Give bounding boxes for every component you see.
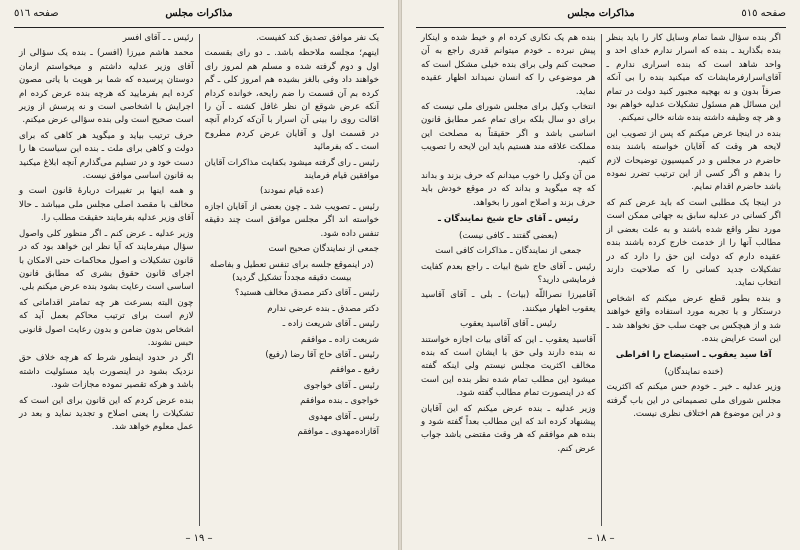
left-page-title: مذاکرات مجلس [165,8,233,19]
stage-note: (خنده نمایندگان) [664,366,724,377]
paragraph: خواجوی ـ بنده موافقم [300,396,379,407]
paragraph: محمد هاشم میرزا (افسر) ـ بنده یک سؤالی از آقای وزیر عدلیه داشتم و میخواستم ازمان دوستان پرسیده که شما بر هویت با یاتی مصون کرده ایم بفرمایید که هرچه بنده عرض کرده ام اجرایش با اشخاصی است و نه پرسش از وزیر است صحیح است ولی بنده سؤالی عرض میکنم. [19,48,194,126]
right-header-rule [416,27,786,28]
speaker-heading: رئیس ـ آقای حاج شیخ نمایندگان ـ [437,214,579,225]
paragraph: و بنده بطور قطع عرض میکنم که اشخاص درستکار و با تجربه مورد استفاده واقع خواهند شد و از هیچکس بی جهت سلب حق نخواهد شد ـ این است عرایض بنده. [606,293,781,344]
stage-note: (در اینموقع جلسه برای تنفس تعطیل و بفاصله بیست دقیقه مجدداً تشکیل گردید) [209,259,374,283]
paragraph: شریعت زاده ـ موافقم [300,334,379,345]
paragraph: رئیس ـ آقای حاج شیخ ابیات ـ راجع بعدم کفایت فرمایشی دارید؟ [421,261,596,285]
right-page-number: صفحه ٥١٥ [741,8,786,19]
paragraph: جمعی از نمایندگان صحیح است [268,244,379,255]
paragraph: انتخاب وکیل برای مجلس شورای ملی نیست که برای دو سال بلکه برای تمام عمر مطابق قانون اساسی باشد و اگر حقیقتاً به مصلحت این مملکت علاقه مند هستیم باید این لایحه را تصویب کنیم. [421,102,596,166]
paragraph: رئیس ـ آقای حاج آقا رضا (رفیع) [265,349,379,360]
speaker-heading: رئیس ـ آقای آقاسید یعقوب [460,319,557,330]
right-page-columns [416,32,786,528]
stage-note: (عده قیام نمودند) [260,186,324,197]
paragraph: بنده عرض کردم که این قانون برای این است که تشکیلات را یعنی اصلاح و تجدید نماید و بعد در عمل معلوم خواهد شد. [19,395,194,433]
paragraph: آقازاده‌مهدوی ـ موافقم [297,426,379,437]
paragraph: بنده هم یک نکاری کرده ام و خیط شده و اینکار پیش نبرده ـ خودم میتوانم قدری راجع به آن صحبت کنم ولی برای بنده خیلی مشکل است که هر موضوعی را که انسان نمیداند اظهار عقیده نماید. [421,33,596,97]
paragraph: من آن وکیل را خوب میدانم که حرف بزند و بداند که چه میگوید و بداند که در موقع خودش باید حرف بزند و اصلاح امور را بخواهد. [421,171,596,208]
right-page-header [416,8,786,24]
left-header-rule [14,27,384,28]
paragraph: رئیس ـ آقای خواجوی [303,380,379,391]
paragraph: رئیس ـ آقای مهدوی [308,411,379,422]
paragraph: رفیع ـ موافقم [329,365,379,376]
paragraph: چون البته بسرعت هر چه تمامتر اقداماتی که لازم است برای ترتیب محاکم بعمل آید که اشخاص بدون ضامن و بدون رعایت اصول قانونی حبس نشوند. [19,297,194,348]
left-page-header [14,8,384,24]
paragraph: و همه اینها بر تغییرات دربارهٔ قانون است و مخالف با مقصد اصلی مجلس ملی میباشد ـ حالا آقای وزیر عدلیه بفرمایند حقیقت مطلب را. [19,186,194,224]
right-page-left-column [416,32,601,528]
paragraph: رئیس ـ تصویب شد ـ چون بعضی از آقایان اجازه خواسته اند اگر مجلس موافق است چند دقیقه تنفس داده شود. [204,201,379,239]
paragraph: وزیر عدلیه ـ بنده عرض میکنم که این آقایان پیشنهاد کرده اند که این مطالب بعداً گفته شود و بنده هم موافقم که هر وقت مقتضی باشد جواب عرض کنم. [421,403,596,454]
paragraph: در اینجا یک مطلبی است که باید عرض کنم که اگر کسانی در عدلیه سابق به جهاتی ممکن است مورد نظر واقع شده باشند و به علت بعضی از مطالب آنها را از خدمت خارج کرده باشند بنده عقیده دارم که دولت این حق را دارد که در تشکیلات جدید کسانی را که صلاحیت دارند انتخاب نماید. [606,197,781,289]
paragraph: آقامیرزا نصراللّه (بیات) ـ بلی ـ آقای آقاسید یعقوب اظهار میکنند. [421,290,596,314]
left-page-right-column [200,32,385,528]
stage-note: (بعضی گفتند ـ کافی نیست) [458,230,558,241]
paragraph: اینهم؛ مجلسه ملاحظه باشد. ـ دو رای بقسمت اول و دوم گرفته شده و مسلم هم لمروز رای خواهند داد وفی بالغز بشیده هم امروز کلی ـ گم کرده بم آن قسمت را ضم رایحه، خوانده کردام آنکه عرض شوقع ان نظر غافل کشته ـ آن را اقالت روی را بینی آن اسرار با آن‌که کردام آنچه در قسمت اول و آقایان عرض کردم مطروح است ـ که بفرمائید [204,48,379,153]
speaker-heading: جمعی از نمایندگان ـ مذاکرات کافی است [435,246,582,257]
left-page-columns [14,32,384,528]
right-page-right-column [602,32,787,528]
paragraph: رئیس ـ آقای شریعت زاده ـ [282,319,379,330]
paragraph: رئیس ـ آقای دکتر مصدق مخالف هستید؟ [234,288,379,299]
paragraph: یک نفر موافق تصدیق کند کفیست. [256,33,379,43]
left-page-number: صفحه ٥١٦ [14,8,59,19]
paragraph: حرف ترتیب بیاید و میگوید هر کاهی که برای دولت و کاهی برای ملت ـ بنده این سیاست ها را دست خود و در تسلیم می‌گذارم آنچه ابلاغ میکنید به قانون اساسی موافق نیست. [19,130,194,182]
paragraph: وزیر عدلیه ـ عرض کنم ـ اگر منظور کلی واصول سؤال میفرمایند که آیا نظر این خواهد بود که در قانون تشکیلات و اصول محاکمات حتی الامکان با اجرای قانون حقوق بشری که مطابق قانون اساسی است رعایت بشود بنده عرض میکنم بلی. [19,228,194,293]
speaker-heading: آقا سید یعقوب ـ استیضاح را افراطی [615,350,772,361]
paragraph: دکتر مصدق ـ بنده عرضی ندارم [267,303,379,314]
paragraph: رئیس ـ ـ آقای افسر [122,33,194,43]
paragraph: اگر بنده سؤال شما تمام وسایل کار را باید بنظر بنده بگذارید ـ بنده که اسرار ندارم خدای احد و واحد شاهد است که بنده اسراری ندارم ـ آقای‌اسرار‌فرمایشات که میکنید بنده را بی آنکه صرفاً بدون و نه بهجیه مجبور کنید دولت در تمام این مسائل هم مسئول تشکیلات عدلیه خواهم بود و هر چه وظیفه داشته بنده شانه خالی نمیکنم. [606,33,781,124]
paragraph: رئیس ـ رای گرفته میشود بکفایت مذاکرات آقایان موافقین قیام فرمایند [204,157,379,182]
right-page-footer: – ١٨ – [587,533,615,544]
paragraph: وزیر عدلیه ـ خیر ـ خودم حس میکنم که اکثریت مجلس شورای ملی تصمیماتی در این باب گرفته و در این موضوع هم اختلاف نظری نیست. [606,382,781,419]
left-page-left-column [14,32,199,528]
paragraph: آقاسید یعقوب ـ این که آقای بیات اجازه خواستند نه بنده دارند ولی حق با ایشان است که بنده مخالف اکثریت مجلس نیستم ولی اینکه گفته میشود این مطلب تمام شده نظر بنده این است که در اینصورت تمام مطالب گفته شود. [421,334,596,399]
left-page [0,0,398,550]
right-page-title: مذاکرات مجلس [567,8,635,19]
left-page-footer: – ١٩ – [185,533,213,544]
paragraph: اگر در حدود اینطور شرط که هرچه خلاف حق نزدیک بشود در اینصورت باید مسئولیت داشته باشد و هرکه تقصیر نموده مجازات شود. [19,353,194,391]
right-page [402,0,800,550]
paragraph: بنده در اینجا عرض میکنم که پس از تصویب این لایحه هر وقت که آقایان خواسته باشند بنده حاضرم در مجلس و در کمیسیون توضیحات لازم را بدهم و اگر کسی از این ترتیب تضرر نموده باشد حاضرم اقدام نمایم. [606,128,781,193]
